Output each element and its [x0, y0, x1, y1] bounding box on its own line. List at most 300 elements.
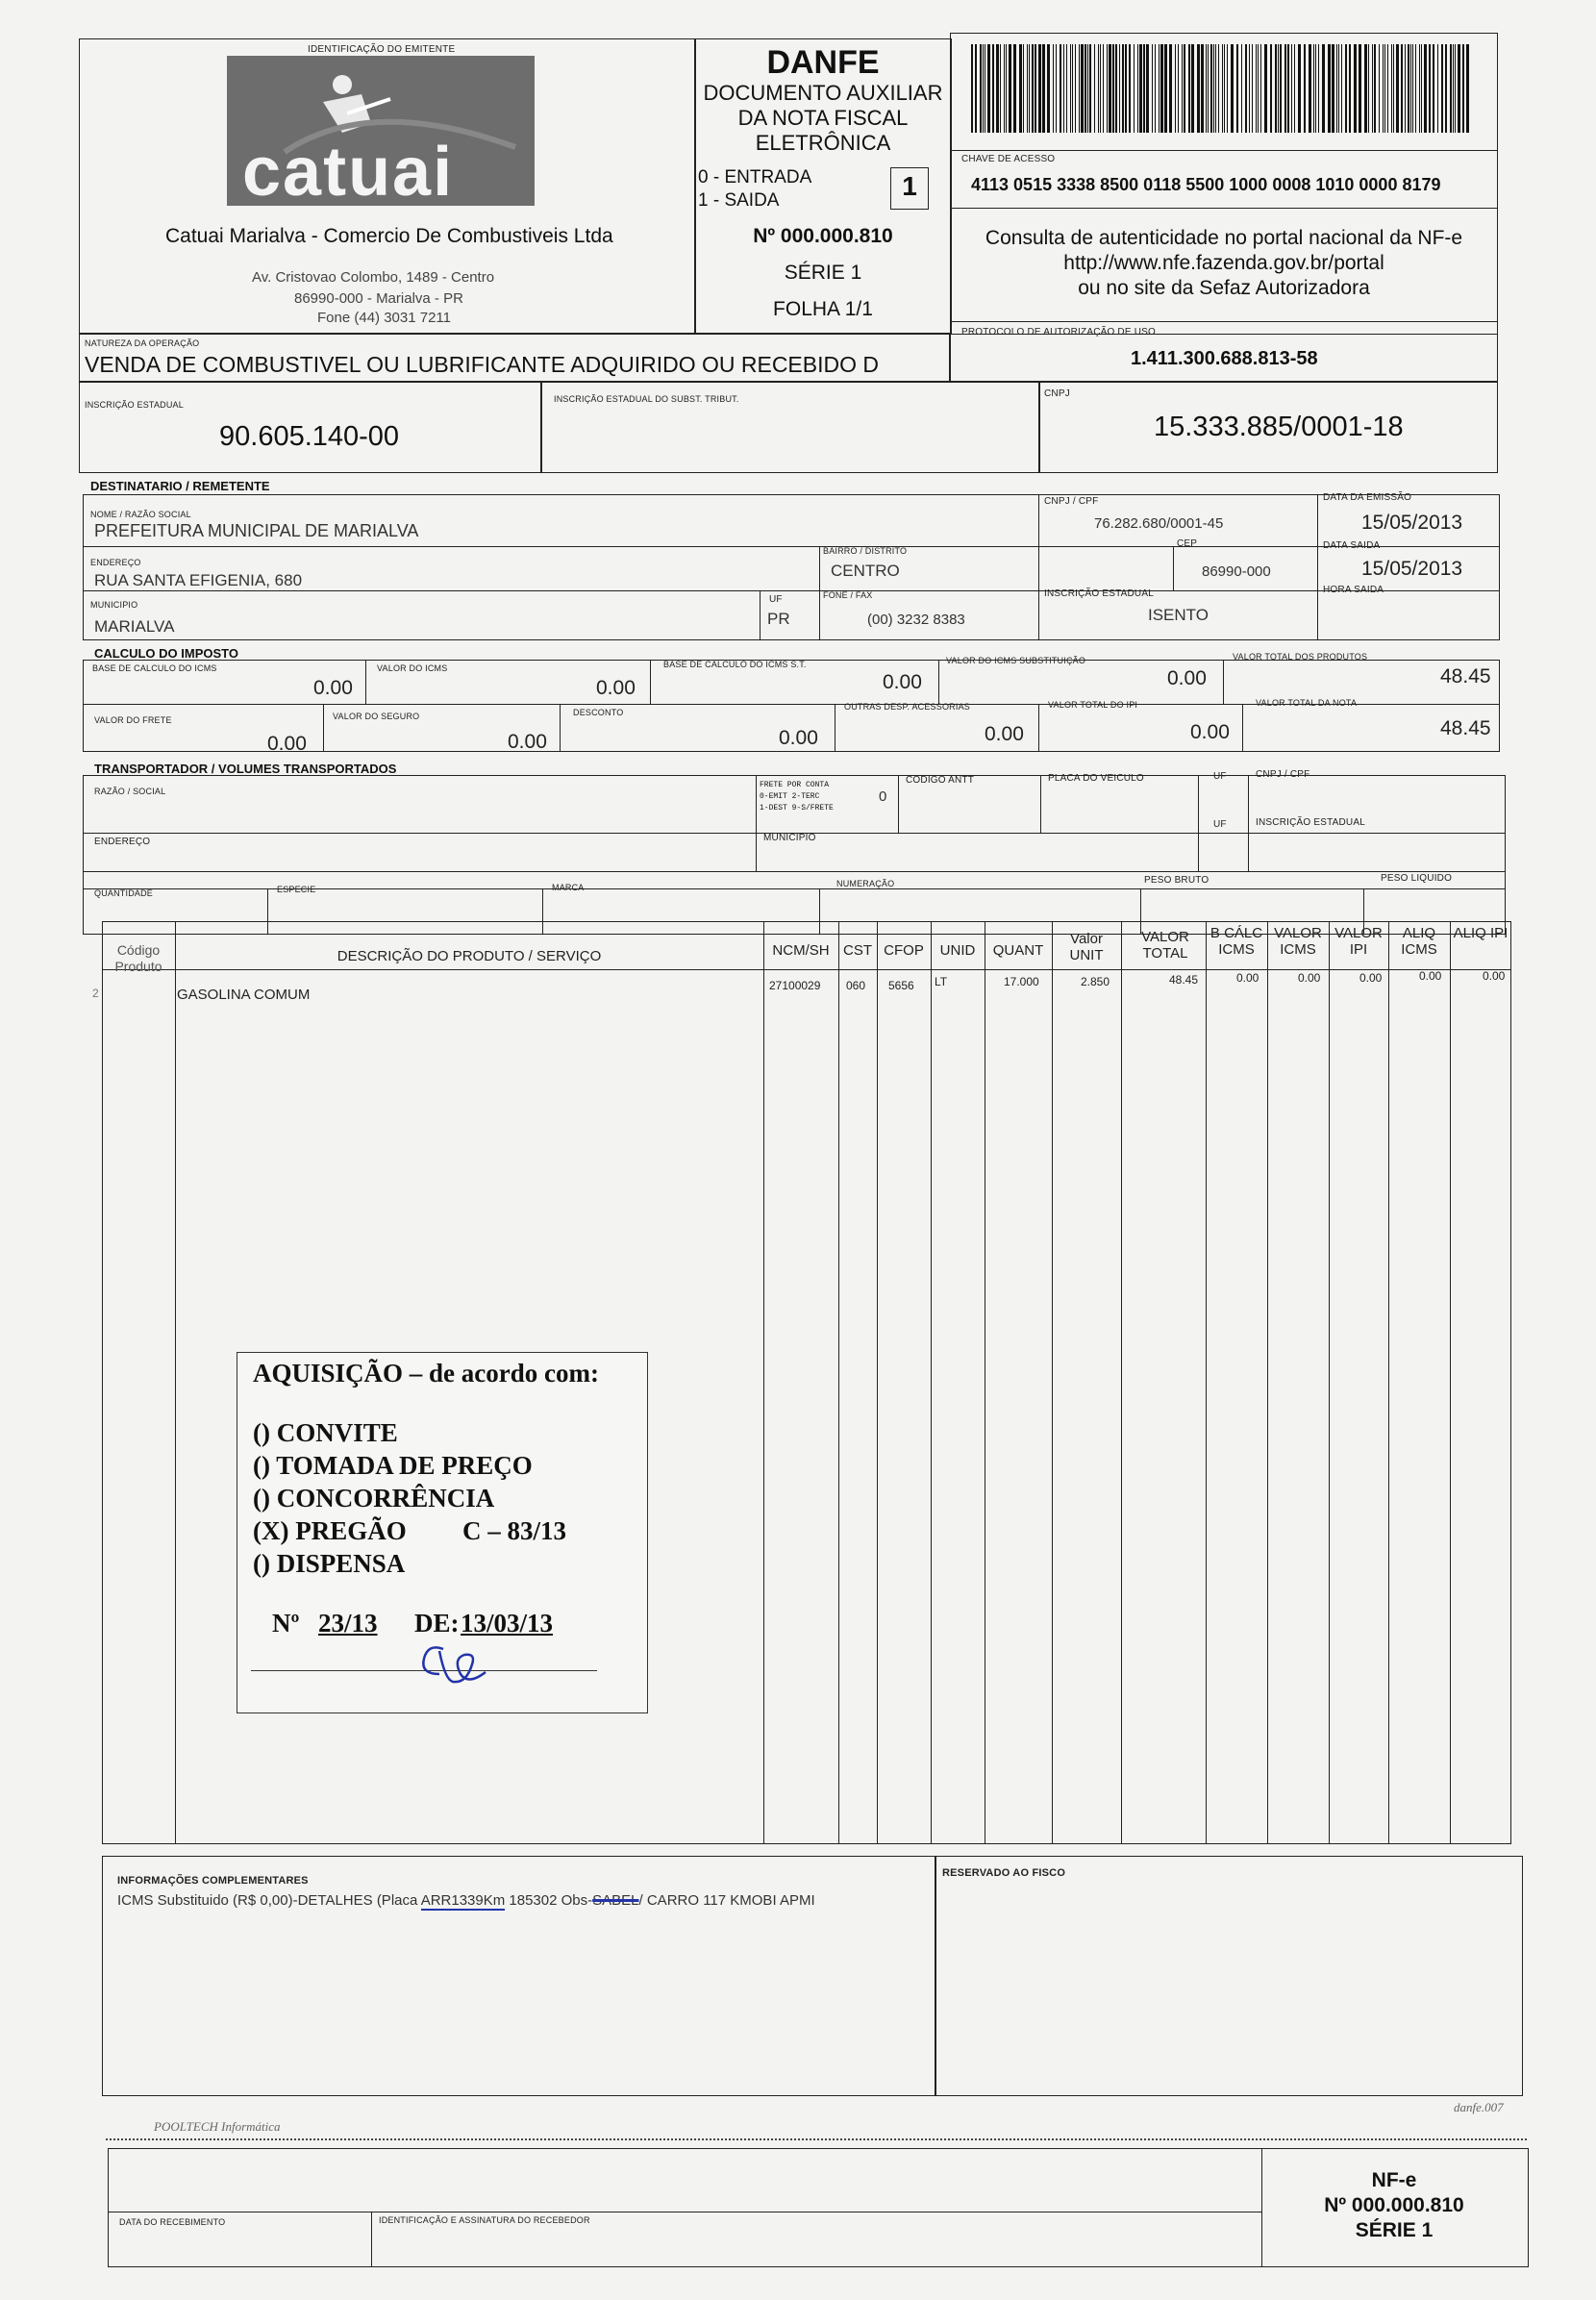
row-cfop: 5656 [888, 979, 914, 992]
barcode-bar [1004, 44, 1005, 133]
dest-ie: ISENTO [1148, 606, 1209, 624]
barcode-bar [1087, 44, 1088, 133]
natureza-value: VENDA DE COMBUSTIVEL OU LUBRIFICANTE ADQUIRIDO OU RECEBIDO D [85, 352, 880, 377]
barcode-bar [1070, 44, 1071, 133]
barcode-bar [1159, 44, 1160, 133]
barcode-bar [1291, 44, 1292, 133]
info-strike: SABEL [592, 1892, 639, 1909]
barcode-bar [1341, 44, 1342, 133]
stamp-dispensa: () DISPENSA [253, 1549, 406, 1578]
prod-col-3 [838, 921, 839, 1844]
info-placa: ARR1339Km [420, 1892, 506, 1909]
barcode-bar [1023, 44, 1024, 133]
base-st-value: 0.00 [883, 671, 922, 693]
barcode-bar [1137, 44, 1138, 133]
trans-frete-1: FRETE POR CONTA [760, 781, 830, 789]
barcode-bar [1201, 44, 1204, 133]
chave-label: CHAVE DE ACESSO [961, 154, 1056, 164]
fisco-box [935, 1856, 1523, 2096]
prod-col-9 [1206, 921, 1207, 1844]
th-vipi: VALOR IPI [1334, 925, 1383, 958]
barcode-bar [1100, 44, 1101, 133]
danfe-folha: FOLHA 1/1 [773, 298, 873, 320]
barcode-bar [1383, 44, 1384, 133]
dest-bairro-label: BAIRRO / DISTRITO [823, 546, 908, 556]
dest-endereco-label: ENDEREÇO [90, 558, 141, 567]
barcode-bar [1066, 44, 1067, 133]
trans-frete-2: 0-EMIT 2-TERC [760, 792, 820, 801]
barcode-bar [1345, 44, 1347, 133]
barcode-bar [1252, 44, 1253, 133]
barcode-bar [1256, 44, 1257, 133]
imp-col-9 [1242, 704, 1243, 752]
danfe-tipo: 1 [902, 171, 917, 201]
th-codigo: Código Produto [114, 942, 162, 974]
barcode-bar [1410, 44, 1411, 133]
dest-municipio: MARIALVA [94, 617, 175, 636]
barcode-bar [1042, 44, 1045, 133]
barcode-bar [1231, 44, 1234, 133]
barcode-bar [1032, 44, 1034, 133]
base-st-label: BASE DE CALCULO DO ICMS S.T. [663, 660, 807, 669]
barcode-bar [1322, 44, 1325, 133]
barcode-bar [1112, 44, 1114, 133]
barcode-bar [1458, 44, 1460, 133]
dest-col-uf [760, 590, 761, 640]
barcode-bar [1437, 44, 1438, 133]
barcode-bar [1349, 44, 1351, 133]
valor-st-label: VALOR DO ICMS SUBSTITUIÇÃO [946, 656, 1086, 665]
imp-col-8 [1038, 704, 1039, 752]
row-descricao: GASOLINA COMUM [177, 987, 311, 1003]
dest-data-saida-label: DATA SAIDA [1323, 540, 1381, 551]
ipi-value: 0.00 [1190, 721, 1230, 743]
barcode-bar [1462, 44, 1464, 133]
danfe-saida: 1 - SAIDA [698, 190, 780, 211]
barcode-bar [1294, 44, 1295, 133]
imp-col-4 [1223, 660, 1224, 704]
trans-frete-value: 0 [879, 788, 887, 805]
trans-placa-label: PLACA DO VEICULO [1048, 773, 1144, 784]
company-logo [227, 56, 535, 211]
th-bcalc: B CÁLC ICMS [1209, 925, 1263, 958]
barcode-bar [1094, 44, 1095, 133]
danfe-entrada: 0 - ENTRADA [698, 167, 812, 188]
trans-uf-label: UF [1213, 771, 1227, 782]
consulta-line-2: http://www.nfe.fazenda.gov.br/portal [1063, 252, 1384, 274]
barcode-bar [980, 44, 982, 133]
desconto-label: DESCONTO [573, 708, 624, 717]
prod-col-7 [1052, 921, 1053, 1844]
barcode-bar [1405, 44, 1406, 133]
dest-ie-label: INSCRIÇÃO ESTADUAL [1044, 588, 1154, 599]
outras-value: 0.00 [985, 723, 1024, 745]
danfe-title: DANFE [766, 44, 880, 81]
trans-col-frete [756, 775, 757, 871]
barcode-bar [1227, 44, 1228, 133]
barcode-bar [1210, 44, 1212, 133]
barcode-bar [971, 44, 973, 133]
dest-col-cep [1173, 546, 1174, 590]
emitente-address: Av. Cristovao Colombo, 1489 - Centro [252, 269, 495, 286]
prod-col-13 [1450, 921, 1451, 1844]
barcode-bar [1224, 44, 1225, 133]
barcode-bar [1270, 44, 1272, 133]
ident-recebedor-label: IDENTIFICAÇÃO E ASSINATURA DO RECEBEDOR [379, 2215, 590, 2225]
total-nota-label: VALOR TOTAL DA NOTA [1256, 698, 1358, 708]
barcode-bar [1006, 44, 1007, 133]
valor-icms-value: 0.00 [596, 677, 636, 699]
barcode-bar [1125, 44, 1127, 133]
dest-col-fone [819, 590, 820, 640]
dest-data-saida: 15/05/2013 [1361, 558, 1463, 580]
barcode-bar [1278, 44, 1279, 133]
stamp-num-label: Nº [272, 1609, 300, 1638]
th-quant: QUANT [992, 942, 1044, 959]
barcode-bar [1374, 44, 1376, 133]
vol-qtd-label: QUANTIDADE [94, 888, 154, 898]
barcode-bar [1287, 44, 1289, 133]
dest-nome-label: NOME / RAZÃO SOCIAL [90, 510, 191, 519]
dest-data-emissao: 15/05/2013 [1361, 512, 1463, 534]
imp-col-6 [560, 704, 561, 752]
barcode-bar [1009, 44, 1011, 133]
barcode-bar [1284, 44, 1286, 133]
barcode-bar [1249, 44, 1250, 133]
barcode-bar [1391, 44, 1392, 133]
prod-col-2 [763, 921, 764, 1844]
barcode-bar [1415, 44, 1416, 133]
barcode-bar [1063, 44, 1064, 133]
logo-text: catuai [242, 134, 455, 211]
seguro-value: 0.00 [508, 731, 547, 753]
th-aicms: ALIQ ICMS [1401, 925, 1437, 958]
th-ncm: NCM/SH [772, 942, 830, 959]
trans-endereco-label: ENDEREÇO [94, 837, 151, 847]
barcode-bar [1393, 44, 1394, 133]
ie-label: INSCRIÇÃO ESTADUAL [85, 400, 184, 410]
ie-st-label: INSCRIÇÃO ESTADUAL DO SUBST. TRIBUT. [554, 394, 739, 404]
barcode-bar [996, 44, 999, 133]
th-vunit: Valor UNIT [1069, 931, 1104, 963]
barcode-bar [987, 44, 990, 133]
dest-row-line-2 [83, 590, 1500, 591]
emitente-name: Catuai Marialva - Comercio De Combustiveis Ltda [165, 225, 613, 247]
dest-hora-label: HORA SAIDA [1323, 585, 1384, 595]
barcode-bar [1027, 44, 1028, 133]
barcode-bar [1245, 44, 1247, 133]
barcode-bar [1019, 44, 1022, 133]
seguro-label: VALOR DO SEGURO [333, 712, 420, 721]
th-vtotal: VALOR TOTAL [1141, 929, 1189, 962]
total-nota-value: 48.45 [1440, 717, 1491, 739]
barcode-bar [1275, 44, 1277, 133]
emitente-cep-city: 86990-000 - Marialva - PR [294, 290, 463, 307]
barcode-bar [1328, 44, 1331, 133]
barcode-bar [1401, 44, 1403, 133]
dest-bairro: CENTRO [831, 562, 900, 580]
barcode-bar [1433, 44, 1434, 133]
row-codigo: 2 [92, 987, 99, 1000]
barcode [971, 44, 1471, 133]
signature-icon [411, 1636, 497, 1689]
barcode-bar [1184, 44, 1185, 133]
barcode-bar [1304, 44, 1306, 133]
danfe-numero: Nº 000.000.810 [753, 225, 893, 247]
trans-line-2 [83, 871, 1506, 872]
barcode-bar [1188, 44, 1190, 133]
trans-cnpj-label: CNPJ / CPF [1256, 769, 1310, 780]
barcode-bar [1160, 44, 1163, 133]
software-credit: POOLTECH Informática [154, 2119, 281, 2134]
barcode-bar [1264, 44, 1267, 133]
row-vunit: 2.850 [1081, 975, 1110, 988]
barcode-bar [983, 44, 984, 133]
barcode-bar [1421, 44, 1422, 133]
danfe-code: danfe.007 [1454, 2100, 1504, 2114]
barcode-bar [1236, 44, 1238, 133]
info-text-c: / CARRO 117 KMOBI APMI [638, 1892, 815, 1909]
imposto-section: CALCULO DO IMPOSTO [94, 646, 238, 661]
barcode-bar [1152, 44, 1153, 133]
prod-col-4 [877, 921, 878, 1844]
dest-municipio-label: MUNICIPIO [90, 600, 138, 610]
barcode-bar [1450, 44, 1452, 133]
barcode-bar [1115, 44, 1117, 133]
frete-label: VALOR DO FRETE [94, 715, 172, 725]
barcode-bar [1354, 44, 1357, 133]
barcode-bar [1000, 44, 1001, 133]
barcode-bar [1412, 44, 1413, 133]
fisco-label: RESERVADO AO FISCO [942, 1867, 1066, 1879]
stamp-num: 23/13 [318, 1609, 378, 1638]
chave-divider-2 [950, 208, 1498, 209]
stamp-convite: () CONVITE [253, 1418, 398, 1447]
aquisicao-stamp [237, 1352, 648, 1713]
consulta-line-1: Consulta de autenticidade no portal nacional da NF-e [985, 227, 1463, 249]
barcode-bar [1258, 44, 1259, 133]
barcode-bar [1466, 44, 1469, 133]
row-ncm: 27100029 [769, 979, 821, 992]
barcode-bar [992, 44, 994, 133]
vol-especie-label: ESPECIE [277, 885, 316, 894]
barcode-bar [1047, 44, 1050, 133]
row-unid: LT [935, 975, 948, 988]
barcode-bar [1215, 44, 1216, 133]
protocolo-value: 1.411.300.688.813-58 [1131, 348, 1318, 369]
barcode-bar [1081, 44, 1084, 133]
dest-fone-label: FONE / FAX [823, 590, 873, 600]
barcode-bar [1441, 44, 1443, 133]
barcode-bar [1218, 44, 1219, 133]
barcode-bar [1060, 44, 1061, 133]
barcode-bar [1208, 44, 1209, 133]
barcode-bar [1332, 44, 1334, 133]
barcode-bar [1122, 44, 1124, 133]
barcode-bar [1379, 44, 1380, 133]
barcode-bar [1313, 44, 1314, 133]
frete-value: 0.00 [267, 733, 307, 755]
barcode-bar [1280, 44, 1282, 133]
dest-row-line-1 [83, 546, 1500, 547]
info-text [117, 1892, 815, 1909]
trans-col-placa [1040, 775, 1041, 833]
outras-label: OUTRAS DESP. ACESSORIAS [844, 702, 970, 712]
barcode-bar [1155, 44, 1156, 133]
trans-frete-3: 1-DEST 9-S/FRETE [760, 804, 834, 812]
chave-value: 4113 0515 3338 8500 0118 5500 1000 0008 1010 0000 8179 [971, 175, 1441, 194]
ipi-label: VALOR TOTAL DO IPI [1048, 700, 1138, 710]
transportador-section: TRANSPORTADOR / VOLUMES TRANSPORTADOS [94, 762, 397, 776]
barcode-bar [1072, 44, 1073, 133]
row-aipi: 0.00 [1483, 969, 1506, 983]
barcode-bar [1213, 44, 1214, 133]
emitente-section-label: IDENTIFICAÇÃO DO EMITENTE [308, 44, 456, 55]
trans-municipio-label: MUNICIPIO [763, 833, 816, 843]
info-label: INFORMAÇÕES COMPLEMENTARES [117, 1875, 309, 1887]
trans-col-antt [898, 775, 899, 833]
base-icms-label: BASE DE CALCULO DO ICMS [92, 663, 217, 673]
barcode-bar [1419, 44, 1420, 133]
stamp-concorrencia: () CONCORRÊNCIA [253, 1484, 495, 1512]
dest-col-bairro [819, 546, 820, 590]
dest-cep-label: CEP [1177, 538, 1198, 549]
imp-col-5 [323, 704, 324, 752]
dest-uf: PR [767, 610, 790, 628]
barcode-bar [1315, 44, 1316, 133]
dest-fone: (00) 3232 8383 [867, 612, 965, 628]
barcode-bar [1206, 44, 1207, 133]
barcode-bar [1013, 44, 1016, 133]
barcode-bar [1453, 44, 1454, 133]
dest-nome: PREFEITURA MUNICIPAL DE MARIALVA [94, 521, 419, 540]
emitente-phone: Fone (44) 3031 7211 [317, 310, 451, 326]
total-produtos-label: VALOR TOTAL DOS PRODUTOS [1233, 652, 1368, 662]
barcode-bar [1309, 44, 1311, 133]
barcode-bar [1260, 44, 1261, 133]
base-icms-value: 0.00 [313, 677, 353, 699]
barcode-bar [1139, 44, 1142, 133]
natureza-label: NATUREZA DA OPERAÇÃO [85, 338, 200, 348]
canhoto-col-1 [371, 2212, 372, 2267]
valor-st-value: 0.00 [1167, 667, 1207, 689]
barcode-bar [1222, 44, 1223, 133]
barcode-bar [1056, 44, 1057, 133]
barcode-bar [1029, 44, 1030, 133]
row-cst: 060 [846, 979, 866, 992]
barcode-bar [1336, 44, 1337, 133]
desconto-value: 0.00 [779, 727, 818, 749]
row-quant: 17.000 [1004, 975, 1039, 988]
barcode-bar [1368, 44, 1369, 133]
danfe-subtitle-3: ELETRÔNICA [755, 131, 891, 155]
imp-col-2 [650, 660, 651, 704]
th-cfop: CFOP [884, 942, 924, 959]
dest-cnpj: 76.282.680/0001-45 [1094, 515, 1224, 532]
barcode-bar [1169, 44, 1172, 133]
prod-col-1 [175, 921, 176, 1844]
barcode-bar [1387, 44, 1388, 133]
cut-line [106, 2138, 1527, 2140]
danfe-subtitle-1: DOCUMENTO AUXILIAR [703, 81, 943, 105]
barcode-bar [1372, 44, 1373, 133]
row-vtotal: 48.45 [1169, 973, 1199, 987]
valor-icms-label: VALOR DO ICMS [377, 663, 448, 673]
cnpj-label: CNPJ [1044, 388, 1070, 399]
row-bcalc: 0.00 [1236, 971, 1259, 985]
barcode-bar [1178, 44, 1179, 133]
stamp-pregao: (X) PREGÃO [253, 1516, 407, 1545]
dest-col-cnpj [1038, 494, 1039, 590]
barcode-bar [1146, 44, 1149, 133]
barcode-bar [1384, 44, 1385, 133]
dest-col-ie [1038, 590, 1039, 640]
row-aicms: 0.00 [1419, 969, 1442, 983]
barcode-bar [1098, 44, 1099, 133]
row-vicms: 0.00 [1298, 971, 1321, 985]
barcode-bar [1197, 44, 1200, 133]
data-recebimento-label: DATA DO RECEBIMENTO [119, 2217, 226, 2227]
dest-endereco: RUA SANTA EFIGENIA, 680 [94, 571, 303, 589]
barcode-bar [1182, 44, 1183, 133]
barcode-bar [1408, 44, 1409, 133]
dest-col-date [1317, 494, 1318, 640]
barcode-bar [1053, 44, 1054, 133]
vol-numeracao-label: NUMERAÇÃO [836, 879, 895, 888]
barcode-bar [1134, 44, 1135, 133]
prod-col-10 [1267, 921, 1268, 1844]
total-produtos-value: 48.45 [1440, 665, 1491, 688]
barcode-bar [1298, 44, 1301, 133]
vol-peso-bruto-label: PESO BRUTO [1144, 875, 1209, 886]
barcode-bar [1129, 44, 1131, 133]
stamp-tomada: () TOMADA DE PREÇO [253, 1451, 533, 1480]
th-descricao: DESCRIÇÃO DO PRODUTO / SERVIÇO [337, 948, 602, 964]
danfe-subtitle-2: DA NOTA FISCAL [737, 106, 909, 130]
trans-antt-label: CODIGO ANTT [906, 775, 975, 786]
trans-col-uf [1198, 775, 1199, 871]
info-text-a: ICMS Substituido (R$ 0,00)-DETALHES (Placa [117, 1892, 421, 1909]
prod-col-5 [931, 921, 932, 1844]
barcode-bar [1424, 44, 1427, 133]
produtos-header-line [102, 969, 1511, 970]
barcode-bar [1109, 44, 1111, 133]
barcode-bar [1085, 44, 1086, 133]
footer-nfe: NF-e [1371, 2169, 1417, 2191]
vol-peso-liquido-label: PESO LIQUIDO [1381, 873, 1453, 884]
barcode-bar [1175, 44, 1176, 133]
trans-uf2-label: UF [1213, 819, 1227, 830]
prod-col-11 [1329, 921, 1330, 1844]
destinatario-section: DESTINATARIO / REMETENTE [90, 479, 270, 493]
barcode-bar [1038, 44, 1041, 133]
barcode-bar [1079, 44, 1080, 133]
footer-numero: Nº 000.000.810 [1324, 2194, 1464, 2216]
danfe-serie: SÉRIE 1 [784, 262, 862, 284]
barcode-bar [1445, 44, 1447, 133]
stamp-de-label: DE: [414, 1609, 460, 1638]
trans-ie-label: INSCRIÇÃO ESTADUAL [1256, 817, 1365, 828]
dest-cnpj-label: CNPJ / CPF [1044, 496, 1099, 507]
trans-col-cnpj [1248, 775, 1249, 871]
barcode-bar [1338, 44, 1339, 133]
ie-value: 90.605.140-00 [219, 421, 400, 452]
barcode-bar [975, 44, 977, 133]
th-aipi: ALIQ IPI [1453, 925, 1509, 941]
barcode-bar [1075, 44, 1076, 133]
th-cst: CST [843, 942, 872, 959]
barcode-bar [1119, 44, 1120, 133]
